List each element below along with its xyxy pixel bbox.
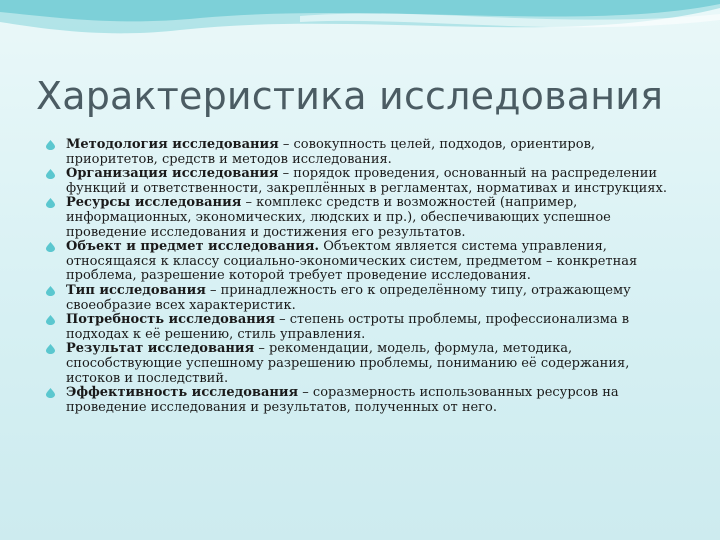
- item-text: – порядок проведения, основанный на распределении функций и ответственности, закреплённых в регламентах, нормативах и инструкциях.: [66, 166, 667, 196]
- teardrop-bullet-icon: [46, 242, 55, 252]
- content-area: [44, 138, 684, 415]
- bullet-list: [44, 138, 684, 415]
- item-text: – комплекс средств и возможностей (например, информационных, экономических, людских и пр.), обеспечивающих успешное проведение исследования и достижения его результатов.: [66, 195, 611, 240]
- list-item: [44, 138, 684, 167]
- decorative-wave-header: [0, 0, 720, 60]
- teardrop-bullet-icon: [46, 198, 55, 208]
- item-term: Результат исследования: [66, 341, 255, 357]
- list-item: [44, 284, 684, 313]
- slide-title: Характеристика исследования: [36, 74, 664, 118]
- list-item: [44, 313, 684, 342]
- teardrop-bullet-icon: [46, 140, 55, 150]
- item-text: – совокупность целей, подходов, ориентиров, приоритетов, средств и методов исследования.: [66, 137, 596, 167]
- list-item: [44, 386, 684, 415]
- teardrop-bullet-icon: [46, 388, 55, 398]
- item-term: Эффективность исследования: [66, 385, 299, 401]
- item-term: Ресурсы исследования: [66, 195, 242, 211]
- teardrop-bullet-icon: [46, 286, 55, 296]
- list-item: [44, 240, 684, 284]
- item-term: Объект и предмет исследования.: [66, 239, 320, 255]
- item-term: Методология исследования: [66, 137, 279, 152]
- teardrop-bullet-icon: [46, 344, 55, 354]
- item-term: Тип исследования: [66, 282, 206, 298]
- item-text: Объектом является система управления, относящаяся к классу социально-экономических систем, предметом – конкретная проблема, разрешение которой требует проведение исследования.: [66, 239, 638, 284]
- item-term: Организация исследования: [66, 166, 279, 182]
- teardrop-bullet-icon: [46, 169, 55, 179]
- list-item: [44, 342, 684, 386]
- item-text: – рекомендации, модель, формула, методика, способствующие успешному разрешению проблемы, пониманию её содержания, истоков и последствий.: [66, 341, 630, 386]
- teardrop-bullet-icon: [46, 315, 55, 325]
- item-term: Потребность исследования: [66, 312, 276, 328]
- item-text: – степень остроты проблемы, профессионализма в подходах к её решению, стиль управления.: [66, 312, 630, 342]
- list-item: [44, 167, 684, 196]
- item-text: – соразмерность использованных ресурсов на проведение исследования и результатов, полученных от него.: [66, 385, 619, 415]
- list-item: [44, 196, 684, 240]
- item-text: – принадлежность его к определённому типу, отражающему своеобразие всех характеристик.: [66, 282, 631, 313]
